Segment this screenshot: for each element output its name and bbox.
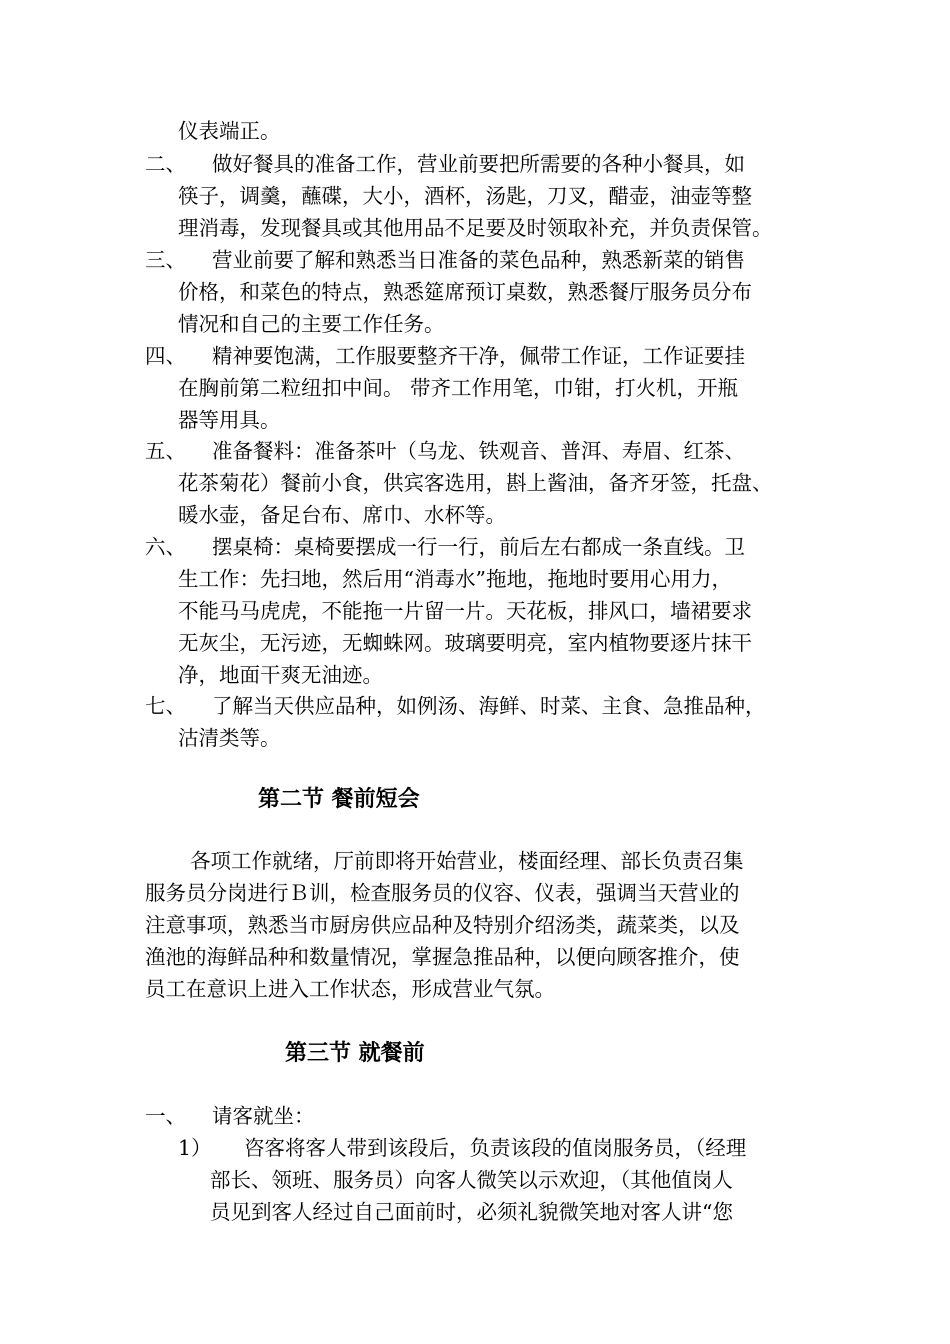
item-line: 做好餐具的准备工作，营业前要把所需要的各种小餐具，如 [212, 152, 745, 176]
section-heading: 第三节 就餐前 [285, 1041, 425, 1066]
item-line: 生工作：先扫地，然后用“消毒水”拖地，拖地时要用心用力， [178, 567, 732, 591]
item-line: 筷子，调羹，蘸碟，大小，酒杯，汤匙，刀叉，醋壶，油壶等整 [178, 184, 752, 208]
item-line: 价格，和菜色的特点，熟悉筵席预订桌数，熟悉餐厅服务员分布 [178, 280, 752, 304]
paragraph-line: 渔池的海鲜品种和数量情况，掌握急推品种，以便向顾客推介，使 [145, 945, 740, 969]
item-line: 情况和自己的主要工作任务。 [178, 312, 445, 336]
item-number: 五、 [145, 439, 186, 463]
subitem-line: 部长、领班、服务员）向客人微笑以示欢迎，（其他值岗人 [210, 1168, 733, 1192]
item-line: 请客就坐： [212, 1104, 315, 1128]
subitem-line: 员见到客人经过自己面前时，必须礼貌微笑地对客人讲“您 [210, 1200, 733, 1224]
subitem-number: 1） [178, 1136, 212, 1160]
item-line: 器等用具。 [178, 408, 281, 432]
item-line: 花茶菊花）餐前小食，供宾客选用，斟上酱油，备齐牙签，托盘、 [178, 471, 773, 495]
item-number: 六、 [145, 535, 186, 559]
item-line: 沽清类等。 [178, 726, 281, 750]
item-line: 摆桌椅：桌椅要摆成一行一行，前后左右都成一条直线。卫 [212, 535, 745, 559]
item-line: 了解当天供应品种，如例汤、海鲜、时菜、主食、急推品种， [212, 694, 766, 718]
paragraph-line: 注意事项，熟悉当市厨房供应品种及特别介绍汤类，蔬菜类，以及 [145, 913, 740, 937]
item-line: 理消毒，发现餐具或其他用品不足要及时领取补充，并负责保管。 [178, 216, 773, 240]
paragraph-line: 员工在意识上进入工作状态，形成营业气氛。 [145, 977, 555, 1001]
section-heading: 第二节 餐前短会 [258, 787, 420, 812]
subitem-line: 咨客将客人带到该段后，负责该段的值岗服务员，（经理 [244, 1136, 747, 1160]
intro-tail-line: 仪表端正。 [178, 119, 281, 143]
item-number: 二、 [145, 152, 186, 176]
item-line: 不能马马虎虎，不能拖一片留一片。天花板，排风口，墙裙要求 [178, 599, 752, 623]
paragraph-line: 各项工作就绪，厅前即将开始营业，楼面经理、部长负责召集 [190, 849, 744, 873]
item-line: 暖水壶，备足台布、席巾、水杯等。 [178, 503, 506, 527]
item-line: 营业前要了解和熟悉当日准备的菜色品种，熟悉新菜的销售 [212, 248, 745, 272]
item-line: 精神要饱满，工作服要整齐干净，佩带工作证，工作证要挂 [212, 344, 745, 368]
item-number: 三、 [145, 248, 186, 272]
item-number: 七、 [145, 694, 186, 718]
paragraph-line: 服务员分岗进行Ｂ训，检查服务员的仪容、仪表，强调当天营业的 [145, 881, 740, 905]
item-line: 无灰尘，无污迹，无蜘蛛网。玻璃要明亮，室内植物要逐片抹干 [178, 631, 752, 655]
item-line: 准备餐料：准备茶叶（乌龙、铁观音、普洱、寿眉、红茶、 [212, 439, 745, 463]
item-line: 在胸前第二粒纽扣中间。 带齐工作用笔，巾钳，打火机，开瓶 [178, 376, 739, 400]
item-number: 一、 [145, 1104, 186, 1128]
item-line: 净，地面干爽无油迹。 [178, 663, 383, 687]
item-number: 四、 [145, 344, 186, 368]
